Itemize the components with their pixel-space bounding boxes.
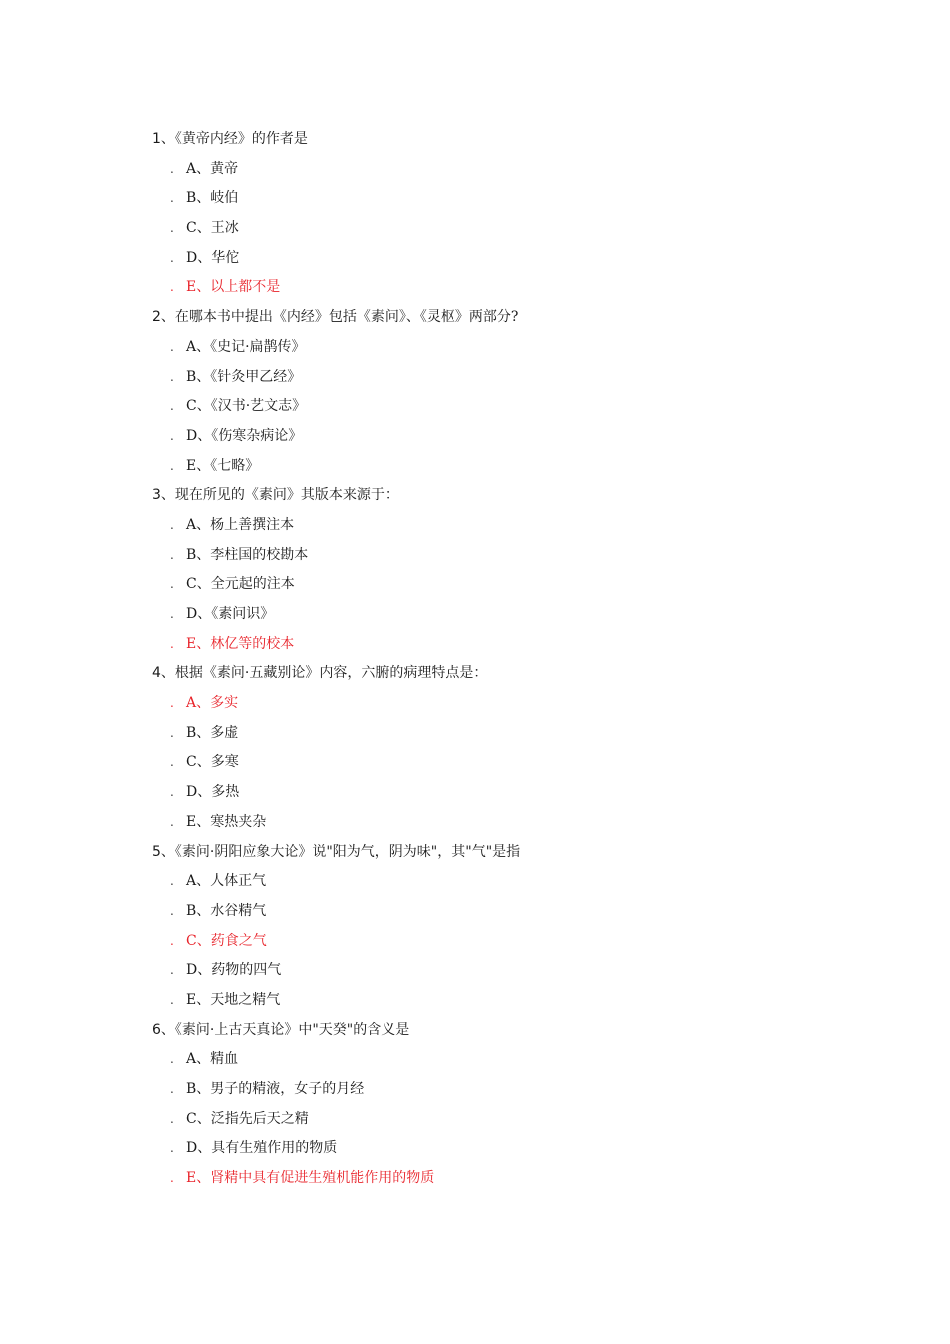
option-marker: . (170, 221, 174, 236)
option-marker: . (170, 636, 174, 651)
option-b[interactable]: . B、水谷精气 (0, 897, 950, 927)
option-marker: . (170, 191, 174, 206)
option-a[interactable]: . A、《史记·扁鹊传》 (0, 333, 950, 363)
option-a[interactable]: . A、精血 (0, 1045, 950, 1075)
option-a[interactable]: . A、杨上善撰注本 (0, 511, 950, 541)
question-1 (0, 125, 950, 303)
option-marker: . (170, 903, 174, 918)
option-b[interactable]: . B、《针灸甲乙经》 (0, 363, 950, 393)
question-5 (0, 838, 950, 1016)
option-marker: . (170, 992, 174, 1007)
option-marker: . (170, 458, 174, 473)
option-b[interactable]: . B、男子的精液，女子的月经 (0, 1075, 950, 1105)
option-marker: . (170, 1052, 174, 1067)
option-e[interactable]: . E、天地之精气 (0, 986, 950, 1016)
option-d[interactable]: . D、多热 (0, 778, 950, 808)
question-2 (0, 303, 950, 481)
option-a-correct[interactable]: . A、多实 (0, 689, 950, 719)
question-text: 5、《素问·阴阳应象大论》说"阳为气，阴为味"，其"气"是指 (152, 843, 521, 860)
option-marker: . (170, 933, 174, 948)
document-page (0, 125, 950, 1194)
option-a[interactable]: . A、人体正气 (0, 867, 950, 897)
option-marker: . (170, 814, 174, 829)
option-marker: . (170, 874, 174, 889)
question-6 (0, 1016, 950, 1194)
option-e[interactable]: . E、《七略》 (0, 452, 950, 482)
question-text: 4、根据《素问·五藏别论》内容，六腑的病理特点是： (152, 665, 488, 682)
option-marker: . (170, 963, 174, 978)
question-text: 6、《素问·上古天真论》中"天癸"的含义是 (152, 1021, 410, 1038)
question-text: 3、现在所见的《素问》其版本来源于： (152, 487, 399, 504)
option-d[interactable]: . D、华佗 (0, 244, 950, 274)
option-marker: . (170, 161, 174, 176)
option-d[interactable]: . D、《伤寒杂病论》 (0, 422, 950, 452)
option-d[interactable]: . D、具有生殖作用的物质 (0, 1134, 950, 1164)
option-marker: . (170, 339, 174, 354)
option-b[interactable]: . B、多虚 (0, 719, 950, 749)
option-d[interactable]: . D、《素问识》 (0, 600, 950, 630)
option-marker: . (170, 1111, 174, 1126)
option-a[interactable]: . A、黄帝 (0, 155, 950, 185)
question-text: 1、《黄帝内经》的作者是 (152, 131, 308, 147)
option-marker: . (170, 280, 174, 295)
option-marker: . (170, 428, 174, 443)
option-marker: . (170, 1141, 174, 1156)
option-c[interactable]: . C、《汉书·艺文志》 (0, 392, 950, 422)
option-marker: . (170, 785, 174, 800)
option-d[interactable]: . D、药物的四气 (0, 956, 950, 986)
option-marker: . (170, 1082, 174, 1096)
option-marker: . (170, 369, 174, 384)
option-c[interactable]: . C、泛指先后天之精 (0, 1105, 950, 1135)
option-marker: . (170, 1171, 174, 1186)
option-b[interactable]: . B、岐伯 (0, 184, 950, 214)
option-c[interactable]: . C、全元起的注本 (0, 570, 950, 600)
question-text: 2、在哪本书中提出《内经》包括《素问》、《灵枢》两部分? (152, 309, 519, 326)
option-c[interactable]: . C、王冰 (0, 214, 950, 244)
option-c[interactable]: . C、多寒 (0, 748, 950, 778)
option-marker: . (170, 725, 174, 740)
option-b[interactable]: . B、李柱国的校勘本 (0, 541, 950, 571)
option-marker: . (170, 250, 174, 265)
option-c-correct[interactable]: . C、药食之气 (0, 927, 950, 957)
option-e-correct[interactable]: . E、以上都不是 (0, 273, 950, 303)
option-marker: . (170, 696, 174, 711)
question-4 (0, 659, 950, 837)
option-marker: . (170, 517, 174, 532)
option-marker: . (170, 399, 174, 414)
option-marker: . (170, 547, 174, 562)
question-3 (0, 481, 950, 659)
option-e-correct[interactable]: . E、肾精中具有促进生殖机能作用的物质 (0, 1164, 950, 1194)
option-marker: . (170, 755, 174, 770)
option-marker: . (170, 577, 174, 592)
option-e-correct[interactable]: . E、林亿等的校本 (0, 630, 950, 660)
option-marker: . (170, 607, 174, 621)
option-e[interactable]: . E、寒热夹杂 (0, 808, 950, 838)
